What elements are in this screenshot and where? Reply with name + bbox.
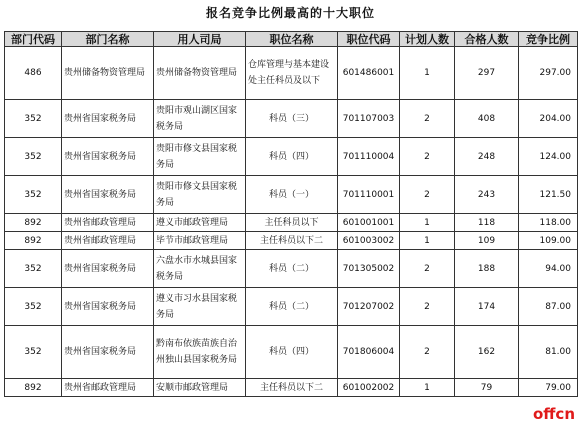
cell-employer: 毕节市邮政管理局	[154, 232, 246, 250]
cell-planned: 2	[400, 250, 455, 288]
cell-position-code: 701806004	[338, 326, 400, 379]
cell-qualified: 188	[455, 250, 519, 288]
cell-position-code: 701207002	[338, 288, 400, 326]
cell-position-name: 主任科员以下二	[246, 232, 338, 250]
cell-dept-name: 贵州省邮政管理局	[62, 232, 154, 250]
cell-qualified: 243	[455, 176, 519, 214]
table-row	[5, 232, 578, 250]
cell-ratio: 94.00	[519, 250, 578, 288]
cell-dept-code: 352	[5, 138, 62, 176]
cell-position-name: 科员（二）	[246, 288, 338, 326]
cell-position-code: 601003002	[338, 232, 400, 250]
cell-employer: 六盘水市水城县国家税务局	[154, 250, 246, 288]
cell-position-name: 科员（三）	[246, 100, 338, 138]
header-ratio: 竞争比例	[519, 32, 578, 47]
cell-dept-name: 贵州省邮政管理局	[62, 214, 154, 232]
cell-dept-name: 贵州省邮政管理局	[62, 379, 154, 397]
cell-ratio: 109.00	[519, 232, 578, 250]
cell-planned: 1	[400, 232, 455, 250]
cell-employer: 黔南布依族苗族自治州独山县国家税务局	[154, 326, 246, 379]
cell-position-code: 601486001	[338, 47, 400, 100]
cell-dept-name: 贵州省国家税务局	[62, 100, 154, 138]
header-position-name: 职位名称	[246, 32, 338, 47]
header-dept-code: 部门代码	[5, 32, 62, 47]
cell-planned: 2	[400, 138, 455, 176]
page-title: 报名竞争比例最高的十大职位	[205, 6, 375, 20]
table-row	[5, 138, 578, 176]
cell-ratio: 204.00	[519, 100, 578, 138]
header-qualified: 合格人数	[455, 32, 519, 47]
table-row	[5, 47, 578, 100]
header-dept-name: 部门名称	[62, 32, 154, 47]
cell-dept-code: 352	[5, 288, 62, 326]
cell-qualified: 118	[455, 214, 519, 232]
cell-dept-code: 892	[5, 214, 62, 232]
cell-dept-code: 352	[5, 100, 62, 138]
cell-qualified: 109	[455, 232, 519, 250]
cell-employer: 遵义市邮政管理局	[154, 214, 246, 232]
cell-qualified: 248	[455, 138, 519, 176]
cell-planned: 1	[400, 47, 455, 100]
header-planned: 计划人数	[400, 32, 455, 47]
cell-dept-name: 贵州省国家税务局	[62, 250, 154, 288]
table-row	[5, 326, 578, 379]
table-row	[5, 379, 578, 397]
cell-dept-code: 486	[5, 47, 62, 100]
cell-position-name: 科员（一）	[246, 176, 338, 214]
cell-employer: 安顺市邮政管理局	[154, 379, 246, 397]
cell-qualified: 79	[455, 379, 519, 397]
cell-position-code: 701110001	[338, 176, 400, 214]
cell-dept-code: 352	[5, 326, 62, 379]
cell-ratio: 124.00	[519, 138, 578, 176]
cell-ratio: 79.00	[519, 379, 578, 397]
cell-employer: 遵义市习水县国家税务局	[154, 288, 246, 326]
cell-position-code: 601001001	[338, 214, 400, 232]
cell-position-name: 科员（四）	[246, 138, 338, 176]
cell-position-code: 701110004	[338, 138, 400, 176]
cell-dept-name: 贵州省国家税务局	[62, 326, 154, 379]
cell-ratio: 121.50	[519, 176, 578, 214]
cell-position-code: 701107003	[338, 100, 400, 138]
offcn-watermark-logo: offcn	[532, 405, 575, 423]
cell-employer: 贵阳市修文县国家税务局	[154, 138, 246, 176]
cell-planned: 1	[400, 379, 455, 397]
cell-planned: 2	[400, 326, 455, 379]
cell-dept-code: 892	[5, 379, 62, 397]
cell-position-name: 科员（二）	[246, 250, 338, 288]
cell-dept-name: 贵州省国家税务局	[62, 176, 154, 214]
cell-position-name: 主任科员以下	[246, 214, 338, 232]
header-position-code: 职位代码	[338, 32, 400, 47]
cell-ratio: 81.00	[519, 326, 578, 379]
cell-position-name: 科员（四）	[246, 326, 338, 379]
cell-ratio: 118.00	[519, 214, 578, 232]
cell-position-code: 701305002	[338, 250, 400, 288]
table-row	[5, 288, 578, 326]
cell-qualified: 408	[455, 100, 519, 138]
table-row	[5, 214, 578, 232]
cell-planned: 1	[400, 214, 455, 232]
cell-employer: 贵阳市修文县国家税务局	[154, 176, 246, 214]
cell-dept-code: 892	[5, 232, 62, 250]
cell-position-name: 主任科员以下二	[246, 379, 338, 397]
table-row	[5, 100, 578, 138]
cell-dept-name: 贵州省国家税务局	[62, 288, 154, 326]
cell-qualified: 174	[455, 288, 519, 326]
cell-planned: 2	[400, 100, 455, 138]
cell-dept-name: 贵州储备物资管理局	[62, 47, 154, 100]
table-row	[5, 250, 578, 288]
cell-dept-code: 352	[5, 176, 62, 214]
positions-table	[4, 31, 578, 397]
cell-employer: 贵阳市观山湖区国家税务局	[154, 100, 246, 138]
cell-qualified: 297	[455, 47, 519, 100]
cell-dept-name: 贵州省国家税务局	[62, 138, 154, 176]
cell-planned: 2	[400, 288, 455, 326]
cell-position-code: 601002002	[338, 379, 400, 397]
cell-position-name: 仓库管理与基本建设处主任科员及以下	[246, 47, 338, 100]
cell-ratio: 297.00	[519, 47, 578, 100]
table-row	[5, 176, 578, 214]
table-header-row	[5, 32, 578, 47]
header-employer: 用人司局	[154, 32, 246, 47]
cell-employer: 贵州储备物资管理局	[154, 47, 246, 100]
cell-qualified: 162	[455, 326, 519, 379]
cell-dept-code: 352	[5, 250, 62, 288]
cell-planned: 2	[400, 176, 455, 214]
cell-ratio: 87.00	[519, 288, 578, 326]
